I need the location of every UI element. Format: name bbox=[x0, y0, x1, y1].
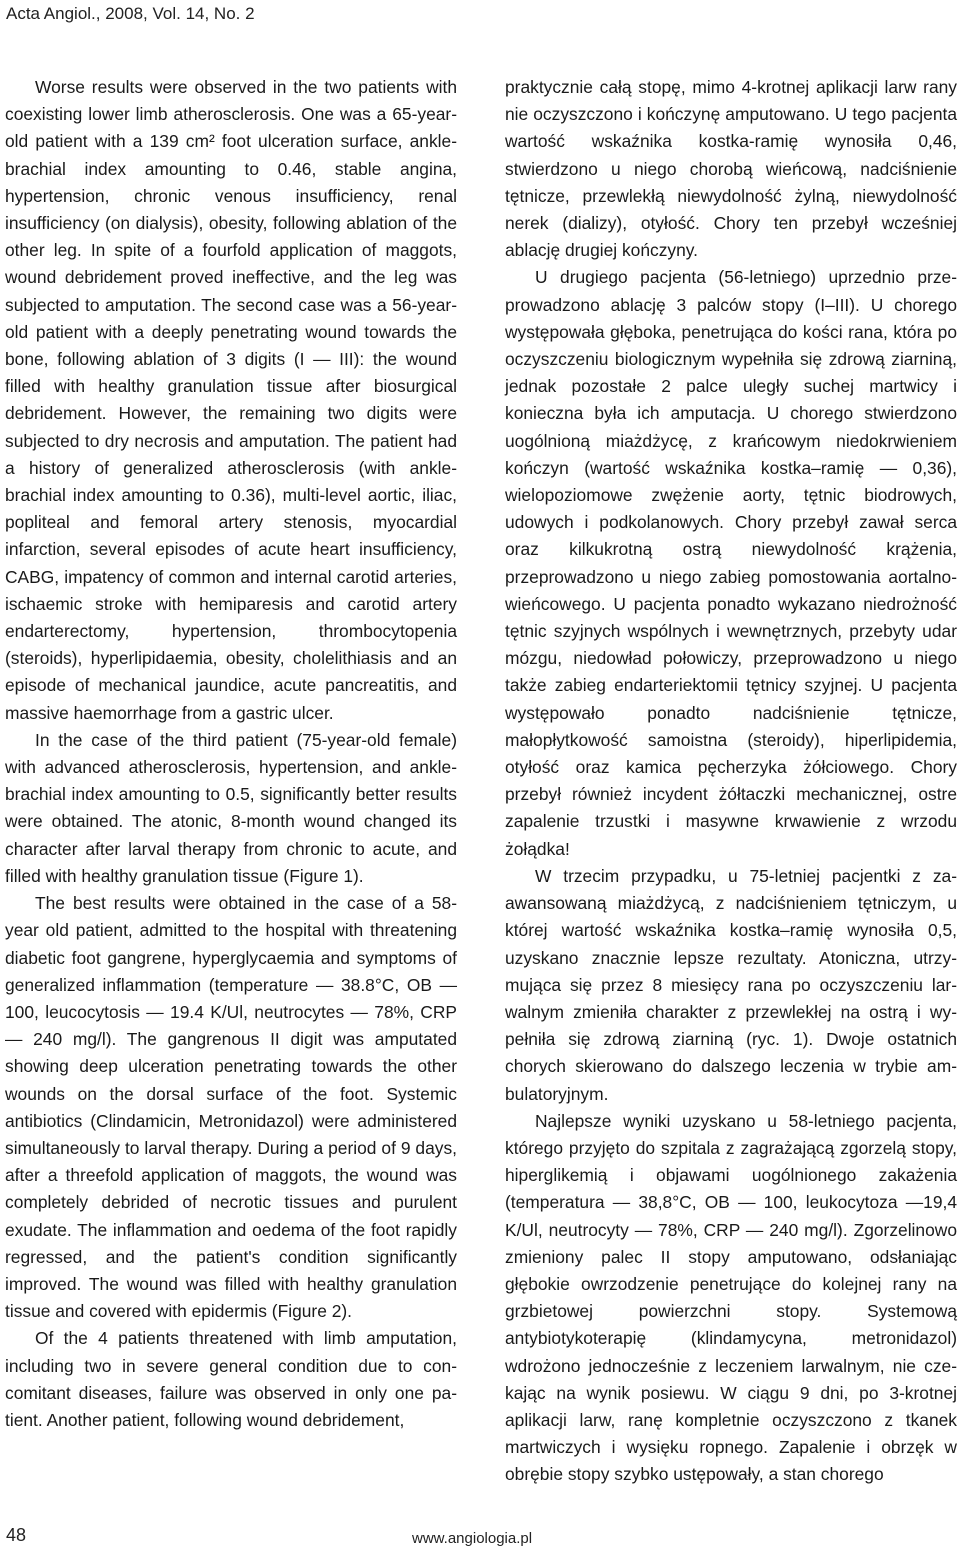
page-number: 48 bbox=[6, 1525, 27, 1545]
footer-url[interactable]: www.angiologia.pl bbox=[412, 1530, 533, 1547]
journal-header: Acta Angiol., 2008, Vol. 14, No. 2 bbox=[6, 4, 255, 23]
paragraph: praktycznie całą stopę, mimo 4-krotnej aplikacji larw rany nie oczyszczono i kończynę amputowano. U tego pacjenta wartość wskaźnika kostka-ramię wynosiła 0,46, stwierdzono u niego chorobą wieńcową, nadciśnienie tętnicze, przewlekłą niewydolność żylną, niewydolność nerek (dializy), otyłość. Chory ten przebył wcześniej ablację drugiej kończyny. bbox=[505, 77, 957, 261]
right-column bbox=[505, 74, 957, 1489]
paragraph: Worse results were observed in the two patients with coexisting lower limb atherosclerosis. One was a 65-year-old patient with a 139 cm² foot ulceration surface, ankle-brachial index amounting to 0.46, stable angina, hypertension, chronic venous insufficiency, renal insufficiency (on dialysis), obesity, following ablation of the other leg. In spite of a fourfold application of maggots, wound debridement proved ineffective, and the leg was subjected to amputation. The second case was a 56-year-old patient with a deeply penetrating wound towards the bone, following ablation of 3 digits (I — III): the wound filled with healthy granulation tissue after biosurgical debridement. However, the remaining two digits were subjected to dry necrosis and amputation. The patient had a history of generalized atherosclerosis (with ankle-brachial index amounting to 0.36), multi-level aortic, iliac, popliteal and femoral artery stenosis, myocardial infarction, several episodes of acute heart insufficiency, CABG, impatency of common and internal carotid arteries, ischaemic stroke with hemiparesis and carotid artery endarterectomy, hypertension, thrombocytopenia (steroids), hyperlipidaemia, obesity, cholelithiasis and an episode of mechanical jaundice, acute pancreatitis, and massive haemorrhage from a gastric ulcer. bbox=[5, 77, 457, 723]
paragraph: Of the 4 patients threatened with limb amputation, including two in severe general condition due to concomitant diseases, failure was observed in only one patient. Another patient, following wound debridement, bbox=[5, 1328, 457, 1430]
paragraph: W trzecim przypadku, u 75-letniej pacjentki z zaawansowaną miażdżycą, z nadciśnieniem tętniczym, u której wartość wskaźnika kostka–ramię wynosiła 0,5, uzyskano znacznie lepsze rezultaty. Atoniczna, utrzymująca się przez 8 miesięcy rana po oczyszczeniu larwalnym zmieniła charakter z przewlekłej na ostrą i wypełniła się zdrową ziarniną (ryc. 1). Dwoje ostatnich chorych skierowano do dalszego leczenia w trybie ambulatoryjnym. bbox=[505, 865, 957, 1104]
left-column bbox=[5, 74, 457, 1434]
paragraph: Najlepsze wyniki uzyskano u 58-letniego pacjenta, którego przyjęto do szpitala z zagrażającą zgorzelą stopy, hiperglikemią i objawami uogólnionego zakażenia (temperatura — 38,8°C, OB — 100, leukocytoza —19,4 K/Ul, neutrocyty — 78%, CRP — 240 mg/l). Zgorzelinowo zmieniony palec II stopy amputowano, odsłaniając głębokie owrzodzenie penetrujące do kolejnej rany na grzbietowej powierzchni stopy. Systemową antybiotykoterapię (klindamycyna, metronidazol) wdrożono jednocześnie z leczeniem larwalnym, nie czekając na wynik posiewu. W ciągu 9 dni, po 3-krotnej aplikacji larw, ranę kompletnie oczyszczono z tkanek martwiczych i wysięku ropnego. Zapalenie i obrzęk w obrębie stopy szybko ustępowały, a stan chorego bbox=[505, 1110, 957, 1485]
paragraph: The best results were obtained in the case of a 58-year old patient, admitted to the hospital with threatening diabetic foot gangrene, hyperglycaemia and symptoms of generalized inflammation (temperature — 38.8°C, OB — 100, leucocytosis — 19.4 K/Ul, neutrocytes — 78%, CRP — 240 mg/l). The gangrenous II digit was amputated showing deep ulceration penetrating towards the other wounds on the dorsal surface of the foot. Systemic antibiotics (Clindamicin, Metronidazol) were administered simultaneously to larval therapy. During a period of 9 days, after a threefold application of maggots, the wound was completely debrided of necrotic tissues and purulent exudate. The inflammation and oedema of the foot rapidly regressed, and the patient's condition significantly improved. The wound was filled with healthy granulation tissue and covered with epidermis (Figure 2). bbox=[5, 893, 457, 1322]
paragraph: In the case of the third patient (75-year-old female) with advanced atherosclerosis, hypertension, and ankle-brachial index amounting to 0.5, significantly better results were obtained. The atonic, 8-month wound changed its character after larval therapy from chronic to acute, and filled with healthy granulation tissue (Figure 1). bbox=[5, 729, 457, 886]
paragraph: U drugiego pacjenta (56-letniego) uprzednio przeprowadzono ablację 3 palców stopy (I–III). U chorego występowała głęboka, penetrująca do kości rana, która po oczyszczeniu biologicznym wypełniła się zdrową ziarniną, jednak pozostałe 2 palce uległy suchej martwicy i konieczna była ich amputacja. U chorego stwierdzono uogólnioną miażdżycę, z krańcowym niedokrwieniem kończyn (wartość wskaźnika kostka–ramię — 0,36), wielopoziomowe zwężenie aorty, tętnic biodrowych, udowych i podkolanowych. Chory przebył zawał serca oraz kilkukrotną ostrą niewydolność krążenia, przeprowadzono u niego zabieg pomostowania aortalno-wieńcowego. U pacjenta ponadto wykazano niedrożność tętnic szyjnych wspólnych i wewnętrznych, przebyty udar mózgu, niedowład połowiczy, przeprowadzono u niego także zabieg endarteriektomii tętnicy szyjnej. U pacjenta występowało ponadto nadciśnienie tętnicze, małopłytkowość samoistna (steroidy), hiperlipidemia, otyłość oraz kamica pęcherzyka żółciowego. Chory przebył również incydent żółtaczki mechanicznej, ostre zapalenie trzustki i masywne krwawienie z wrzodu żołądka! bbox=[505, 267, 957, 859]
